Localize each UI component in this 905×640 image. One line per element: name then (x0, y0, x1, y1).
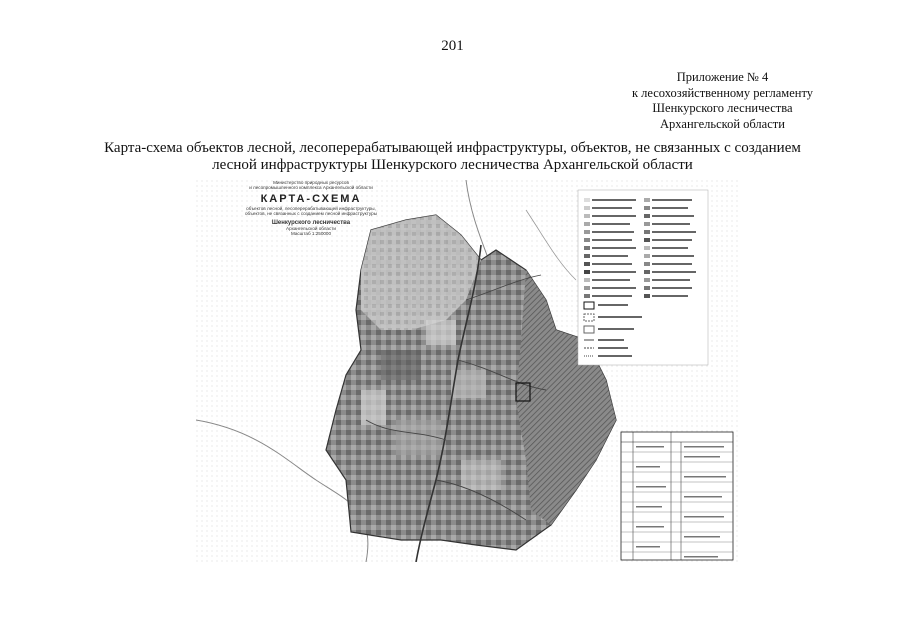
map-header-scale: Масштаб 1:250000 (290, 231, 332, 237)
appendix-line-2: к лесохозяйственному регламенту (631, 85, 813, 100)
appendix-line-1: Приложение № 4 (676, 70, 769, 84)
map-scheme-image (196, 180, 738, 562)
map-header-ministry: Министерство природных ресурсов (273, 180, 349, 185)
map-header-subtitle-2: объектов, не связанных с созданием лесной инфраструктуры (244, 211, 377, 217)
map-header-title: КАРТА-СХЕМА (260, 192, 362, 205)
document-title-line-2: лесной инфраструктуры Шенкурского лесничества Архангельской области (212, 157, 693, 173)
appendix-line-3: Шенкурского лесничества (652, 101, 793, 115)
map-header (236, 180, 386, 236)
appendix-line-4: Архангельской области (660, 116, 785, 131)
map-header-subtitle-1: объектов лесной, лесоперерабатывающей инфраструктуры, (246, 205, 376, 211)
appendix-block (632, 70, 813, 132)
map-table (621, 432, 733, 560)
map-header-region: Архангельской области (286, 225, 336, 231)
document-title-line-1: Карта-схема объектов лесной, лесоперерабатывающей инфраструктуры, объектов, не связанных с созданием (104, 140, 801, 156)
map-illustration (196, 180, 738, 562)
map-legend (578, 190, 708, 365)
document-title (60, 140, 845, 174)
page-number: 201 (441, 38, 464, 54)
map-header-ministry-2: и лесопромышленного комплекса Архангельской области (249, 185, 373, 191)
map-header-forestry: Шенкурского лесничества (271, 219, 351, 226)
